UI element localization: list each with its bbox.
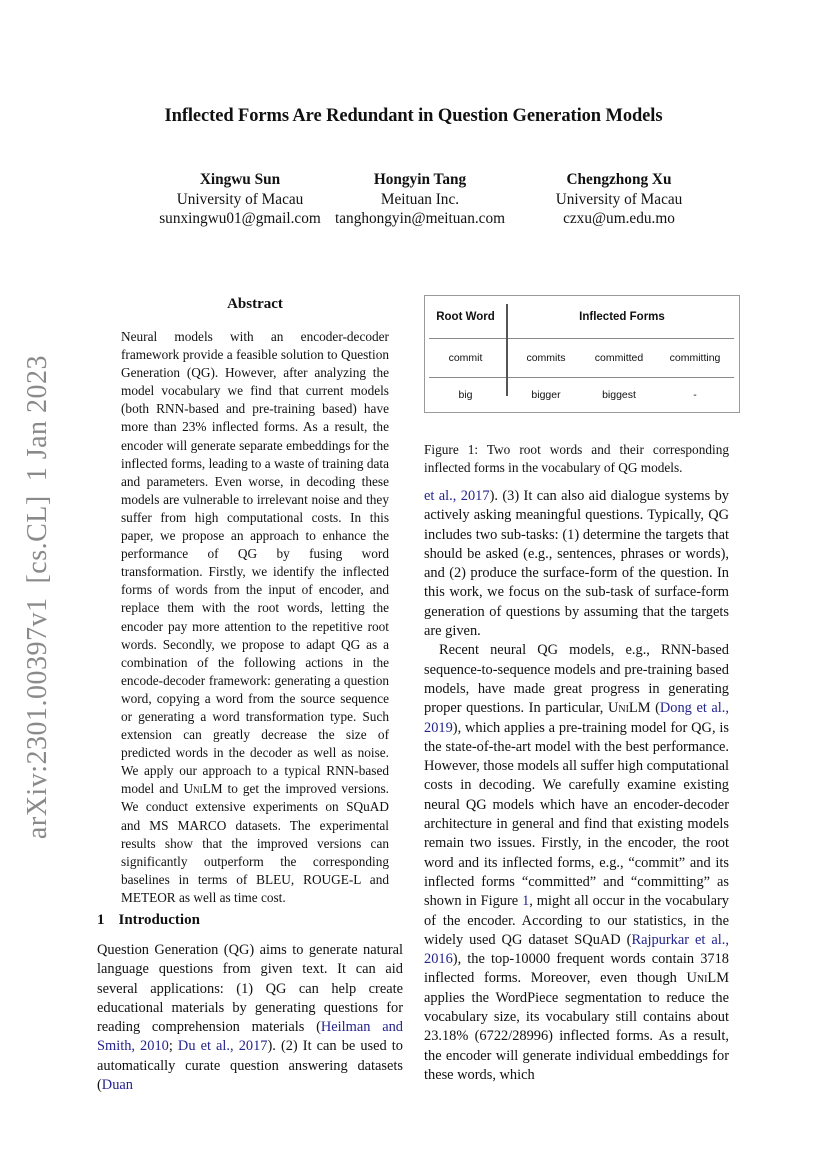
citation-link[interactable]: Heilman and Smith, 2010	[97, 1019, 403, 1055]
arxiv-category: [cs.CL]	[22, 495, 53, 584]
intro-text: ), the top-10000 frequent words contain 3718 inflected forms. Moreover, even though	[424, 951, 729, 987]
citation-link[interactable]: Duan	[101, 1077, 133, 1094]
arxiv-id: arXiv:2301.00397v1	[22, 597, 53, 840]
intro-text: applies the WordPiece segmentation to reduce the vocabulary size, its vocabulary still contains about 23.18% (6722/28996) inflected forms. As a result, the encoder will generate individual embeddings for these words, which	[424, 989, 729, 1083]
table-cell-form: committing	[669, 352, 721, 364]
table-cell-root: big	[458, 389, 473, 401]
author-name: Xingwu Sun	[199, 171, 281, 188]
table-cell-form: committed	[594, 352, 644, 364]
arxiv-stamp	[22, 355, 54, 839]
abstract-body	[121, 328, 389, 907]
author-email: tanghongyin@meituan.com	[335, 210, 505, 227]
author-3	[519, 170, 719, 229]
author-2	[310, 170, 530, 229]
figure-reference-link[interactable]: 1	[522, 893, 530, 910]
abstract-heading: Abstract	[227, 296, 283, 312]
arxiv-date: 1 Jan 2023	[22, 354, 53, 482]
author-affiliation: University of Macau	[176, 190, 304, 208]
intro-text: ). (2) It can be used to automatically curate question answering datasets (	[97, 1038, 403, 1094]
citation-link[interactable]: Dong et al., 2019	[424, 700, 729, 736]
table-cell-form: commits	[526, 352, 566, 364]
intro-text: Question Generation (QG) aims to generate natural language questions from given text. It can aid several applications: (1) QG can help create educational materials by generating questions for reading comprehension materials (	[97, 942, 403, 1036]
section-title: Introduction	[118, 912, 200, 928]
intro-text: ). (3) It can also aid dialogue systems by actively asking meaningful questions. Typically, QG includes two sub-tasks: (1) determine the targets that should be asked (e.g., sentences, phrases or words), and (2) produce the surface-form of the question. In this work, we focus on the sub-task of surface-form generation of questions by assuming that the targets are given.	[424, 488, 729, 640]
table-cell-root: commit	[448, 352, 483, 364]
author-name: Chengzhong Xu	[566, 171, 672, 188]
table-cell-form: -	[693, 389, 697, 401]
introduction-right-column	[424, 487, 729, 1085]
abstract-text: Neural models with an encoder-decoder framework provide a feasible solution to Question Generation (QG). However, after analyzing the model vocabulary we find that current models (both RNN-based and pre-training based) have more than 23% inflected forms. As a result, the encoder will generate separate embeddings for the inflected forms, leading to a waste of training data and parameters. Even worse, in decoding these models are vulnerable to irrelevant noise and they suffer from high computational costs. In this paper, we propose an approach to enhance the performance of QG by fusing word transformation. Firstly, we identify the inflected forms of words from the input of encoder, and replace them with the root words, letting the encoder pay more attention to the repetitive root words. Secondly, we propose to adapt QG as a combination of the following actions in the encode-decoder framework: generating a question word, copying a word from the source sequence or generating a word transformation type. Such extension can greatly decrease the size of predicted words in the decoder as well as noise. We apply our approach to a typical RNN-based model and	[121, 329, 389, 797]
intro-text: , might all occur in the vocabulary of the encoder. According to our statistics, in the widely used QG dataset SQuAD (	[424, 893, 730, 948]
intro-text: Recent neural QG models, e.g., RNN-based sequence-to-sequence models and pre-training based models, have made great progress in generating proper questions. In particular,	[424, 642, 729, 717]
table-divider	[429, 377, 734, 378]
unilm-term: UniLM	[686, 970, 729, 987]
author-name: Hongyin Tang	[373, 171, 467, 188]
unilm-term: UniLM	[607, 700, 651, 717]
table-column-divider	[506, 304, 508, 396]
introduction-left-column	[97, 941, 403, 1095]
section-number: 1	[97, 912, 105, 928]
table-cell-form: bigger	[531, 389, 561, 401]
intro-text: (	[650, 700, 660, 717]
abstract-text: to get the improved versions. We conduct extensive experiments on SQuAD and MS MARCO datasets. The experimental results show that the improved versions can significantly outperform the corresponding baselines in terms of BLEU, ROUGE-L and METEOR as well as time cost.	[121, 781, 389, 905]
unilm-term: UniLM	[183, 781, 223, 797]
author-email: czxu@um.edu.mo	[563, 210, 675, 227]
figure-1-caption: Figure 1: Two root words and their corresponding inflected forms in the vocabulary of QG models.	[424, 442, 729, 475]
citation-link[interactable]: Du et al., 2017	[177, 1038, 268, 1055]
citation-link[interactable]: Rajpurkar et al., 2016	[424, 931, 729, 968]
table-header-root-word: Root Word	[436, 311, 495, 323]
table-divider	[429, 338, 734, 339]
author-affiliation: Meituan Inc.	[380, 190, 460, 208]
table-header-inflected-forms: Inflected Forms	[579, 311, 665, 323]
citation-link[interactable]: et al., 2017	[424, 488, 490, 504]
section-heading-introduction	[97, 912, 200, 929]
author-email: sunxingwu01@gmail.com	[159, 210, 321, 227]
intro-text: ;	[168, 1038, 178, 1055]
author-affiliation: University of Macau	[555, 190, 683, 208]
paper-title: Inflected Forms Are Redundant in Question Generation Models	[164, 106, 663, 126]
intro-text: ), which applies a pre-training model for QG, is the state-of-the-art model with the best performance. However, those models all suffer high computational costs in decoding. We carefully examine existing neural QG models which have an encoder-decoder architecture in general and find that existing models remain two issues. Firstly, in the encoder, the root word and its inflected forms, e.g., “commit” and its inflected forms “committed” and “committing” as shown in Figure	[424, 719, 729, 910]
table-cell-form: biggest	[602, 389, 636, 401]
figure-1-table	[424, 295, 740, 413]
